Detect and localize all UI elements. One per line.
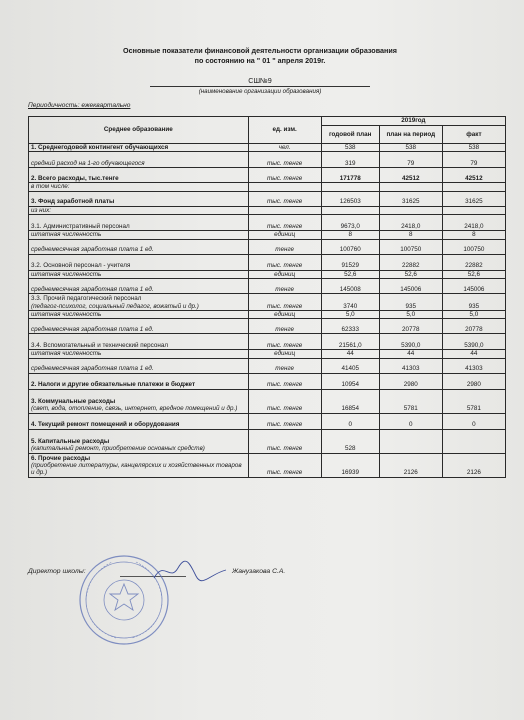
row-actual: 31625 (442, 191, 505, 206)
table-row (29, 270, 506, 278)
row-actual: 100750 (442, 239, 505, 254)
row-period-plan: 0 (379, 413, 442, 429)
row-unit: тыс. тенге (248, 389, 321, 413)
row-actual: 145006 (442, 279, 505, 294)
row-label (29, 183, 249, 191)
row-label (29, 389, 249, 413)
row-label-text: 3.2. Основной персонал - учителя (31, 262, 131, 270)
row-label-text: 3.1. Административный персонал (31, 222, 130, 230)
row-unit: тенге (248, 319, 321, 334)
row-unit: тыс. тенге (248, 215, 321, 231)
row-period-plan: 538 (379, 144, 442, 152)
row-annual-plan: 44 (321, 350, 379, 358)
table-row (29, 239, 506, 254)
row-label-text: 2. Налоги и другие обязательные платежи в бюджет (31, 381, 196, 389)
row-label (29, 279, 249, 294)
row-unit: единиц (248, 311, 321, 319)
row-label-text: среднемесячная заработная плата 1 ед. (31, 285, 154, 293)
row-unit: тенге (248, 279, 321, 294)
row-label (29, 191, 249, 206)
handwritten-signature-icon (150, 556, 230, 586)
row-label (29, 144, 249, 152)
row-unit (248, 206, 321, 214)
table-row (29, 191, 506, 206)
row-label-text: 6. Прочие расходы (31, 454, 91, 462)
row-unit: тенге (248, 239, 321, 254)
row-annual-plan: 62333 (321, 319, 379, 334)
row-label-text: 2. Всего расходы, тыс.тенге (31, 175, 119, 182)
row-actual: 0 (442, 413, 505, 429)
row-annual-plan: 100760 (321, 239, 379, 254)
row-actual: 5,0 (442, 311, 505, 319)
signer-role: Директор школы: (28, 568, 86, 575)
row-label (29, 168, 249, 183)
row-label-text: 3.4. Вспомогательный и технический персонал (31, 342, 169, 350)
organization-name: СШ№9 (150, 76, 370, 87)
row-period-plan: 145006 (379, 279, 442, 294)
row-annual-plan: 21561,0 (321, 334, 379, 350)
row-unit: чел. (248, 144, 321, 152)
row-label (29, 334, 249, 350)
table-row (29, 294, 506, 311)
row-label-text: 5. Капитальные расходы (31, 438, 110, 446)
row-label (29, 270, 249, 278)
table-row (29, 413, 506, 429)
row-unit: тыс. тенге (248, 191, 321, 206)
row-annual-plan: 52,6 (321, 270, 379, 278)
row-actual: 935 (442, 294, 505, 311)
row-actual: 8 (442, 231, 505, 239)
row-label (29, 319, 249, 334)
row-label (29, 453, 249, 477)
row-label-text: среднемесячная заработная плата 1 ед. (31, 365, 154, 373)
row-unit: тыс. тенге (248, 413, 321, 429)
row-label (29, 231, 249, 239)
row-period-plan: 5,0 (379, 311, 442, 319)
row-label (29, 206, 249, 214)
row-label (29, 152, 249, 168)
row-annual-plan: 528 (321, 429, 379, 453)
row-label-text: штатная численность (31, 270, 102, 278)
row-period-plan: 935 (379, 294, 442, 311)
row-label-text: среднемесячная заработная плата 1 ед. (31, 326, 154, 334)
row-actual (442, 183, 505, 191)
row-actual: 44 (442, 350, 505, 358)
row-label-text: из них: (31, 206, 52, 214)
row-unit: тыс. тенге (248, 334, 321, 350)
header-name: Среднее образование (29, 117, 249, 144)
row-actual: 42512 (442, 168, 505, 183)
row-actual: 22882 (442, 254, 505, 270)
row-actual: 5390,0 (442, 334, 505, 350)
row-label (29, 215, 249, 231)
row-actual: 538 (442, 144, 505, 152)
organization-caption: (наименование организации образования) (198, 88, 322, 95)
row-label (29, 350, 249, 358)
table-row (29, 429, 506, 453)
row-label-text: 3. Фонд заработной платы (31, 198, 115, 206)
row-label (29, 311, 249, 319)
row-label-note: (педагог-психолог, социальный педагог, вожатый и др.) (31, 302, 199, 310)
row-label (29, 239, 249, 254)
header-period-plan: план на период (379, 126, 442, 144)
header-unit: ед. изм. (248, 117, 321, 144)
row-actual: 79 (442, 152, 505, 168)
row-actual: 52,6 (442, 270, 505, 278)
row-unit: тыс. тенге (248, 294, 321, 311)
row-label-text: штатная численность (31, 350, 102, 358)
table-row (29, 389, 506, 413)
row-period-plan: 79 (379, 152, 442, 168)
row-annual-plan: 8 (321, 231, 379, 239)
table-row (29, 206, 506, 214)
row-actual: 41303 (442, 358, 505, 373)
reporting-period: Периодичность: ежеквартально (28, 102, 131, 109)
row-annual-plan: 16939 (321, 453, 379, 477)
table-row (29, 279, 506, 294)
row-period-plan: 8 (379, 231, 442, 239)
row-period-plan (379, 429, 442, 453)
row-label-text: 1. Среднегодовой контингент обучающихся (31, 144, 169, 151)
row-period-plan: 2980 (379, 373, 442, 389)
row-unit (248, 183, 321, 191)
table-row (29, 358, 506, 373)
row-label-text: 4. Текущий ремонт помещений и оборудования (31, 421, 180, 429)
row-period-plan: 31625 (379, 191, 442, 206)
signer-name: Жанузакова С.А. (232, 568, 286, 575)
table-body (29, 144, 506, 478)
row-annual-plan (321, 206, 379, 214)
financial-indicators-table (28, 116, 506, 478)
table-row (29, 183, 506, 191)
row-label-note: (капитальный ремонт, приобретение основных средств) (31, 445, 205, 453)
header-annual-plan: годовой план (321, 126, 379, 144)
table-row (29, 334, 506, 350)
row-unit: тыс. тенге (248, 152, 321, 168)
row-period-plan: 20778 (379, 319, 442, 334)
row-label-text: средний расход на 1-го обучающегося (31, 160, 145, 167)
row-annual-plan: 41405 (321, 358, 379, 373)
row-label-text: в том числе: (31, 183, 70, 191)
row-annual-plan: 126503 (321, 191, 379, 206)
row-annual-plan: 171778 (321, 168, 379, 183)
row-actual: 2418,0 (442, 215, 505, 231)
row-period-plan: 5390,0 (379, 334, 442, 350)
row-period-plan: 41303 (379, 358, 442, 373)
row-actual: 2126 (442, 453, 505, 477)
row-annual-plan: 538 (321, 144, 379, 152)
row-actual: 5781 (442, 389, 505, 413)
row-annual-plan: 5,0 (321, 311, 379, 319)
row-label (29, 373, 249, 389)
row-label (29, 254, 249, 270)
row-actual (442, 206, 505, 214)
row-period-plan: 100750 (379, 239, 442, 254)
table-row (29, 373, 506, 389)
row-annual-plan: 16854 (321, 389, 379, 413)
row-period-plan: 22882 (379, 254, 442, 270)
row-unit: тенге (248, 358, 321, 373)
row-annual-plan: 319 (321, 152, 379, 168)
row-period-plan: 2418,0 (379, 215, 442, 231)
row-label (29, 429, 249, 453)
row-annual-plan: 3740 (321, 294, 379, 311)
row-period-plan (379, 183, 442, 191)
row-unit: тыс. тенге (248, 429, 321, 453)
row-unit: единиц (248, 231, 321, 239)
row-label-note: (приобретение литературы, канцелярских и хозяйственных товаров и др.) (31, 462, 242, 477)
table-row (29, 168, 506, 183)
table-row (29, 453, 506, 477)
row-label (29, 294, 249, 311)
row-annual-plan: 10954 (321, 373, 379, 389)
row-unit: тыс. тенге (248, 254, 321, 270)
row-period-plan: 5781 (379, 389, 442, 413)
header-year: 2019год (321, 117, 505, 126)
row-period-plan: 44 (379, 350, 442, 358)
row-label (29, 413, 249, 429)
document-title-line2: по состоянию на " 01 " апреля 2019г. (194, 56, 326, 65)
row-annual-plan: 0 (321, 413, 379, 429)
row-label-text: штатная численность (31, 311, 102, 319)
row-period-plan: 2126 (379, 453, 442, 477)
table-row (29, 311, 506, 319)
row-actual (442, 429, 505, 453)
row-period-plan (379, 206, 442, 214)
row-label-note: (свет, вода, отопление, связь, интернет, вредное помещений и др.) (31, 405, 238, 413)
row-unit: тыс. тенге (248, 168, 321, 183)
table-row (29, 152, 506, 168)
row-label-text: 3.3. Прочий педагогический персонал (31, 295, 142, 303)
row-label-text: 3. Коммунальные расходы (31, 398, 116, 406)
table-row (29, 144, 506, 152)
row-unit: тыс. тенге (248, 453, 321, 477)
table-row (29, 350, 506, 358)
row-period-plan: 42512 (379, 168, 442, 183)
row-unit: единиц (248, 350, 321, 358)
row-unit: единиц (248, 270, 321, 278)
row-label-text: среднемесячная заработная плата 1 ед. (31, 246, 154, 254)
table-row (29, 215, 506, 231)
header-actual: факт (442, 126, 505, 144)
document-title-line1: Основные показатели финансовой деятельности организации образования (123, 46, 397, 55)
row-label-text: штатная численность (31, 231, 102, 239)
row-actual: 20778 (442, 319, 505, 334)
row-annual-plan (321, 183, 379, 191)
table-row (29, 254, 506, 270)
row-annual-plan: 9673,0 (321, 215, 379, 231)
row-label (29, 358, 249, 373)
row-period-plan: 52,6 (379, 270, 442, 278)
row-annual-plan: 145008 (321, 279, 379, 294)
table-row (29, 231, 506, 239)
row-annual-plan: 91529 (321, 254, 379, 270)
row-actual: 2980 (442, 373, 505, 389)
row-unit: тыс. тенге (248, 373, 321, 389)
table-row (29, 319, 506, 334)
